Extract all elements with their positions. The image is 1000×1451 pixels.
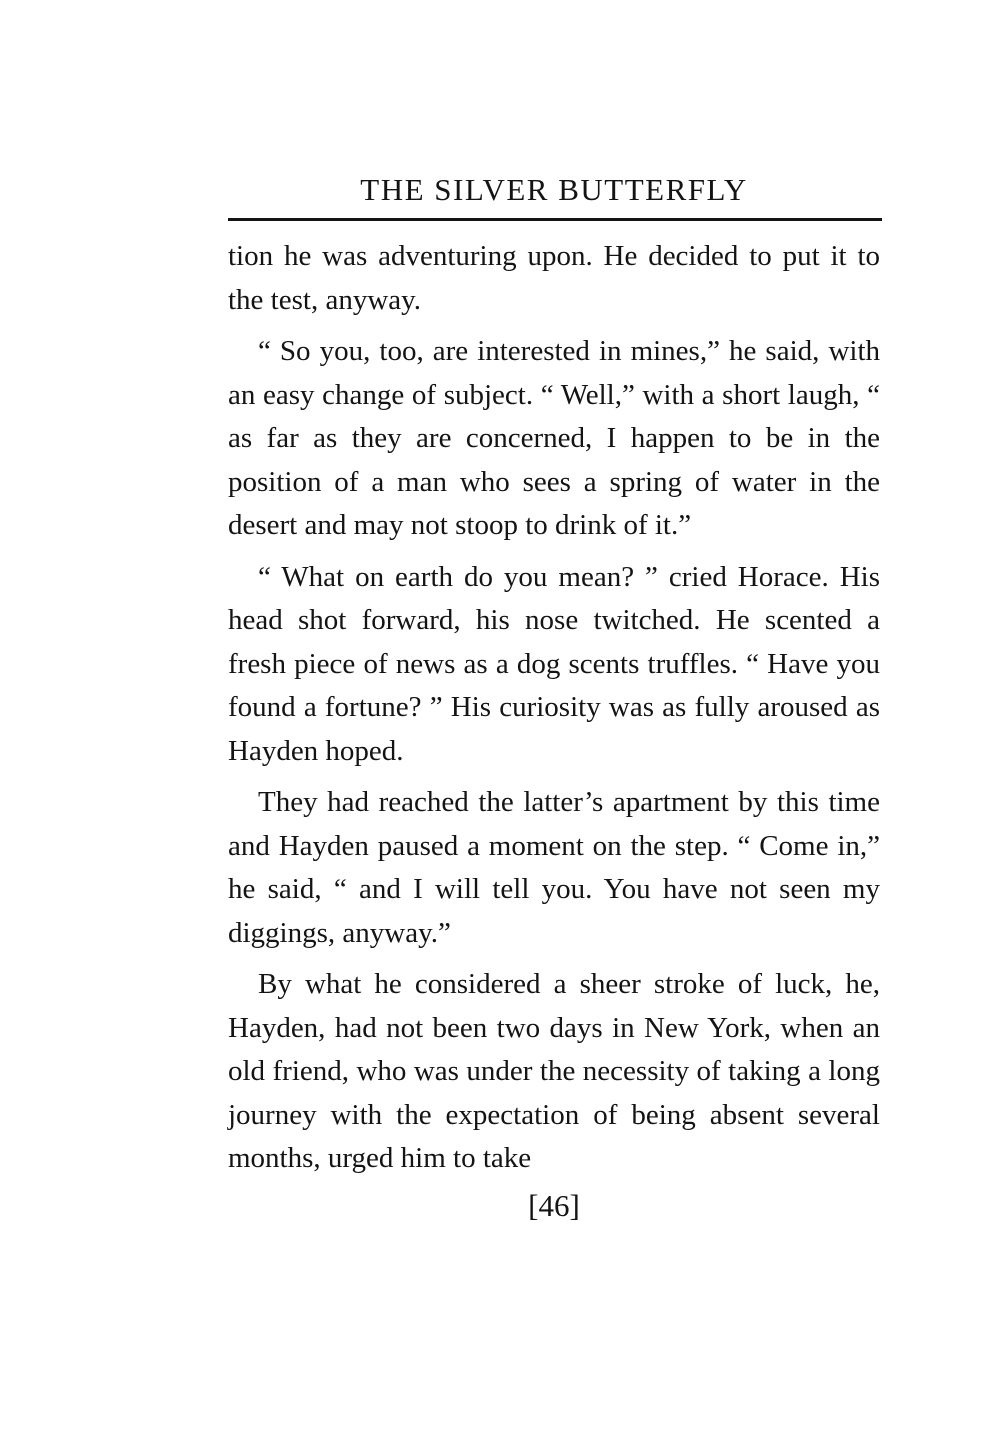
paragraph: They had reached the latter’s apartment by this time and Hayden paused a moment on the step. “ Come in,” he said, “ and I will tell you. You have not seen my diggings, anyway.”: [228, 786, 880, 949]
paragraph: By what he considered a sheer stroke of luck, he, Hayden, had not been two days in New York, when an old friend, who was under the necessity of taking a long journey with the expectation of being absent several months, urged him to take: [228, 968, 880, 1174]
running-title: THE SILVER BUTTERFLY: [360, 172, 748, 207]
header-rule: [228, 218, 882, 221]
page-number: [46]: [528, 1188, 580, 1223]
paragraph: “ So you, too, are interested in mines,” he said, with an easy change of subject. “ Well,” with a short laugh, “ as far as they are concerned, I happen to be in the position of a man who sees a spring of water in the desert and may not stoop to drink of it.”: [228, 335, 880, 541]
body-text: [228, 235, 880, 1189]
paragraph-continuation: tion he was adventuring upon. He decided to put it to the test, anyway.: [228, 240, 880, 316]
paragraph: “ What on earth do you mean? ” cried Horace. His head shot forward, his nose twitched. He scented a fresh piece of news as a dog scents truffles. “ Have you found a fortune? ” His curiosity was as fully aroused as Hayden hoped.: [228, 560, 880, 767]
